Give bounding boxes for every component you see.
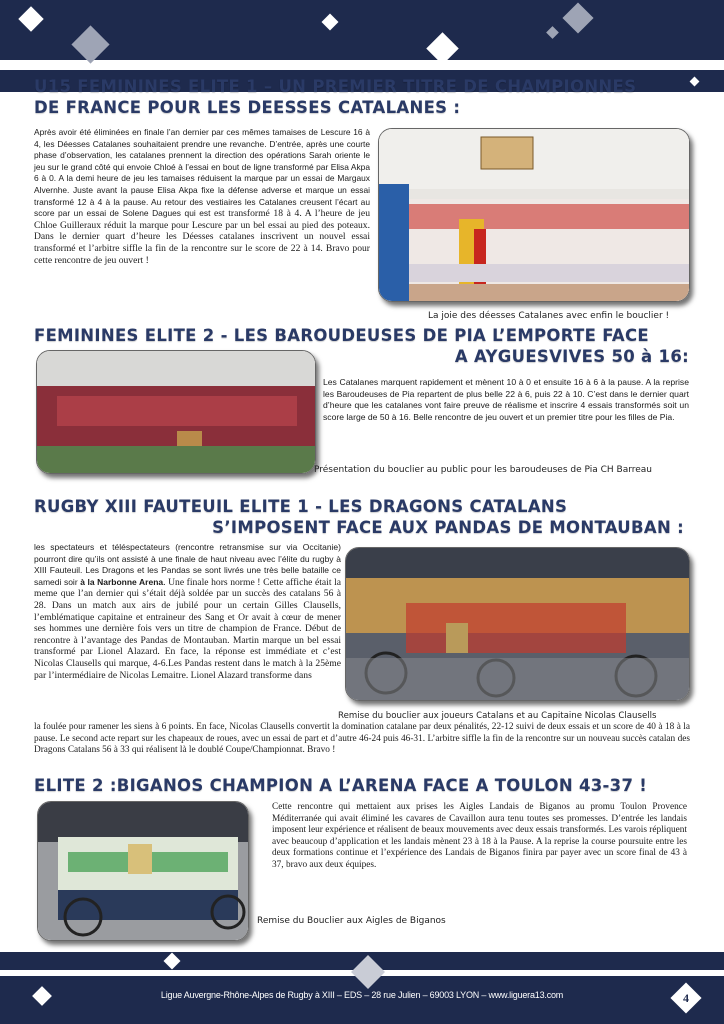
article-body — [34, 542, 341, 681]
article-text: est transformé 18 à 4. A l’heure de jeu Chloe Guilleraux réduit la marque pour Lescure par un bel essai au pied des poteaux. Dans le dernier quart d’heure les Déesses catalanes inscrivent un nouvel essai transformé et l’arbitre siffle la fin de la rencontre sur le score de 22 à 14. Bravo pour cette rencontre de jeu ouvert ! — [34, 208, 370, 266]
article-body-continued — [34, 722, 690, 757]
photo-caption: Remise du Bouclier aux Aigles de Biganos — [257, 916, 446, 926]
article-text: la foulée pour ramener les siens à 6 points. En face, Nicolas Clausells convertit la domination catalane par deux pénalités, 22-12 suivi de deux essais et un score de 40 à 18 à la pause. Le second acte repart sur les chapeaux de roues, avec un essai de part et d’autre 46-24 puis 46-31. L’arbitre siffle la fin de la rencontre sur un nouveau succès catalan des Dragons Catalans 56 à 33 qui réalisent là le doublé Coupe/Championnat. Bravo ! — [34, 722, 690, 756]
page-number: 4 — [683, 991, 689, 1005]
photo-caption: Remise du bouclier aux joueurs Catalans et au Capitaine Nicolas Clausells — [338, 711, 657, 721]
article-text: . Une finale hors norme ! Cette affiche était la meme que l’an dernier qui s’était déjà soldée par un succès des catalans 56 à 28. Dans un match aux airs de jubilé pour un certain Gilles Clausells, l’emblématique capitaine et entraineur des Sang et Or avait à cœur de mener ses hommes une dernière fois vers un titre de champion de France. Début de rencontre à l’avantage des Pandas de Montauban. Martin marque un bel essai transformé par Lionel Alazard. En face, la réponse est immédiate et c’est Nicolas Clausells qui marque, 4-6.Les Pandas restent dans le match à la 25ème par l’intermédiaire de Nicolas Lemaitre. Lionel Alazard transforme dans — [34, 576, 341, 681]
footer-address: Ligue Auvergne-Rhône-Alpes de Rugby à XIII – EDS – 28 rue Julien – 69003 LYON – www.liguera13.com — [160, 990, 564, 1000]
article-body — [272, 802, 687, 872]
title-line: S’IMPOSENT FACE AUX PANDAS DE MONTAUBAN : — [212, 518, 684, 537]
section-title — [34, 775, 647, 796]
article-text-bold: à la Narbonne Arena — [80, 576, 164, 587]
section-title — [34, 496, 684, 538]
article-text: Cette rencontre qui mettaient aux prises les Aigles Landais de Biganos au promu Toulon Provence Méditerranée qui avait éliminé les cavares de Cavaillon aura tenu toutes ses promesses. D’entrée les landais imposent leur expérience et réalisent de beaux mouvements avec deux essais transformés. Les varois répliquent avec beaucoup d’application et les landais mènent 23 à 18 à la Pause. A la reprise la course poursuite entre les deux formations continue et l’expérience des Landais de Biganos finira par payer avec un score final de 43 à 37, bravo aux deux équipes. — [272, 802, 687, 870]
photo-caption: La joie des déesses Catalanes avec enfin le bouclier ! — [428, 311, 670, 321]
title-line: RUGBY XIII FAUTEUIL ELITE 1 - LES DRAGONS CATALANS — [34, 497, 568, 516]
article-text: les spectateurs et téléspectateurs (rencontre retransmise sur via Occitanie) pourront dire qu’ils ont assisté à une finale de haut niveau avec l’élite du rugby à XIII Fauteuil. Les Dragons et les Pandas se sont livrés une très belle bataille ce samedi soir — [34, 542, 341, 587]
title-line: ELITE 2 :BIGANOS CHAMPION A L’ARENA FACE A TOULON 43-37 ! — [34, 776, 648, 795]
title-line: U15 FEMININES ELITE 1 – UN PREMIER TITRE DE CHAMPIONNES — [34, 77, 637, 96]
header-band-top — [0, 0, 724, 60]
title-line: DE FRANCE POUR LES DEESSES CATALANES : — [34, 98, 461, 117]
article-text: Les Catalanes marquent rapidement et mènent 10 à 0 et ensuite 16 à 6 à la pause. A la reprise les Baroudeuses de Pia repartent de plus belle 22 à 6, puis 22 à 10. C’est dans le dernier quart d’heure que les catalanes vont faire preuve de réalisme et inscrire 4 essais transformés soit un score large de 50 à 16. Belle rencontre de jeu ouvert et un premier titre pour les filles de Pia. — [323, 377, 689, 422]
article-body — [34, 127, 370, 266]
page-number-badge — [670, 982, 701, 1013]
photo-baroudeuses-de-pia — [36, 350, 316, 474]
photo-aigles-de-biganos — [37, 801, 249, 941]
article-text: Après avoir été éliminées en finale l’an dernier par ces mêmes tamaises de Lescure 16 à 4, les Déesses Catalanes souhaitaient prendre une revanche. D’entrée, après une courte phase d’observation, les catalanes prennent la direction des opérations Sarah oriente le jeu sur le grand côté qui envoie Chloé à l’essai en bout de ligne transformé par Elisa Akpa 6 à 0. A la demi heure de jeu les tamaises réduisent la marque par un essai de Margaux Alvernhe. Juste avant la pause Elisa Akpa fixe la défense adverse et marque un essai transformé 12 à 4 à la pause. Au retour des vestiaires les Catalanes creusent l’écart au score par un essai de Solene Dagues qui est — [34, 127, 370, 219]
photo-caption: Présentation du bouclier au public pour les baroudeuses de Pia CH Barreau — [314, 465, 653, 475]
title-line: FEMININES ELITE 2 - LES BAROUDEUSES DE PIA L’EMPORTE FACE — [34, 326, 649, 345]
photo-dragons-catalans — [345, 547, 690, 701]
section-title — [34, 76, 636, 118]
photo-u15-celebration — [378, 128, 690, 302]
title-line: A AYGUESVIVES 50 à 16: — [454, 347, 689, 366]
article-body — [323, 377, 689, 423]
